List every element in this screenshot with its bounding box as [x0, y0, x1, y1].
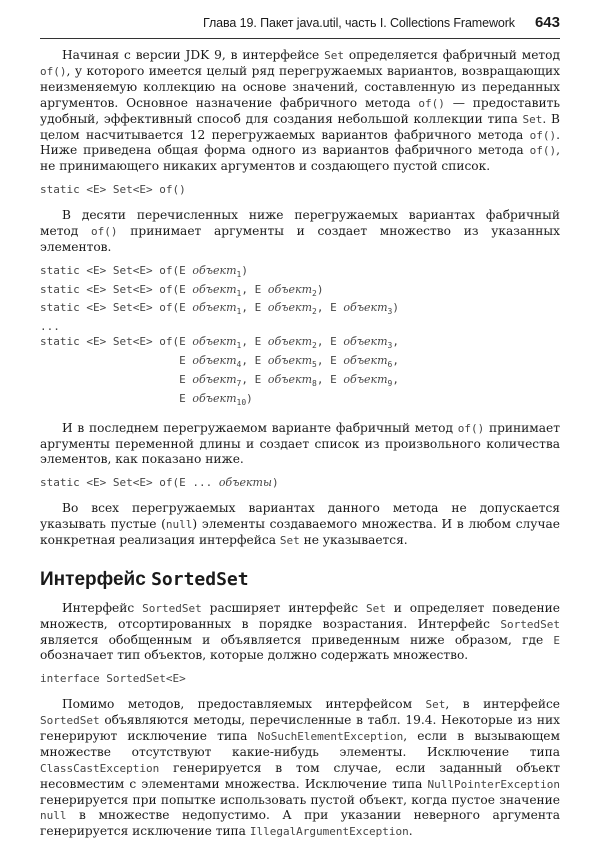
code-block-2: static <E> Set<E> of(E объект$_1$) static <E> Set<E> of(E объект$_1$, E объект$_2$) static <E> Set<E> of(E объект$_1$, E объект$_2$, E объект$_3$) ... static <E> Set<E> of(E объект$_1$, E объект$_2$, E объект$_3$, E объект$_4$, E объект$_5$, E объект$_6$, E объект$_7$, E объект$_8$, E объект$_9$, E объект$_{10}$)	[40, 263, 399, 407]
chapter-title: Глава 19. Пакет java.util, часть I. Collections Framework	[203, 16, 515, 30]
paragraph-4: Во всех перегружаемых вариантах данного метода не допускается указывать пустые (null) элементы создаваемого множества. И в любом случае конкретная реализация интерфейса Set не указывается.	[40, 501, 560, 547]
section-heading: Интерфейс SortedSet	[40, 568, 249, 590]
code-block-3: static <E> Set<E> of(E ... объекты)	[40, 476, 279, 490]
paragraph-5: Интерфейс SortedSet расширяет интерфейс Set и определяет поведение множеств, отсортированных в порядке возрастания. Интерфейс SortedSet является обобщенным и объявляется приведенным ниже образом, где E обозначает тип объектов, которые должно содержать множество.	[40, 600, 560, 663]
page-body	[40, 48, 560, 848]
paragraph-6: Помимо методов, предоставляемых интерфейсом Set, в интерфейсе SortedSet объявляются методы, перечисленные в табл. 19.4. Некоторые из них генерируют исключение типа NoSuchElementException, если в вызывающем множестве отсутствуют какие-нибудь элементы. Исключение типа ClassCastException генерируется в том случае, если заданный объект несовместим с элементами множества. Исключение типа NullPointerException генерируется при попытке использовать пустой объект, когда пустое значение null в множестве недопустимо. А при указании неверного аргумента генерируется исключение типа IllegalArgumentException.	[40, 697, 561, 839]
paragraph-2: В десяти перечисленных ниже перегружаемых вариантах фабричный метод of() принимает аргументы и создает множество из указанных элементов.	[40, 207, 560, 254]
running-header	[40, 14, 560, 39]
paragraph-1: Начиная с версии JDK 9, в интерфейсе Set определяется фабричный метод of(), у которого имеется целый ряд перегружаемых вариантов, возвращающих неизменяемую коллекцию на основе значений, составленную из переданных аргументов. Основное назначение фабричного метода of() — предоставить удобный, эффективный способ для создания небольшой коллекции типа Set. В целом насчитывается 12 перегружаемых вариантов фабричного метода of(). Ниже приведена общая форма одного из вариантов фабричного метода of(), не принимающего никаких аргументов и создающего пустой список.	[40, 48, 560, 174]
code-block-1: static <E> Set<E> of()	[40, 183, 186, 197]
code-block-4: interface SortedSet<E>	[40, 672, 186, 686]
page-number: 643	[534, 14, 560, 31]
paragraph-3: И в последнем перегружаемом варианте фабричный метод of() принимает аргументы переменной длины и создает список из произвольного количества элементов, как показано ниже.	[40, 420, 560, 467]
